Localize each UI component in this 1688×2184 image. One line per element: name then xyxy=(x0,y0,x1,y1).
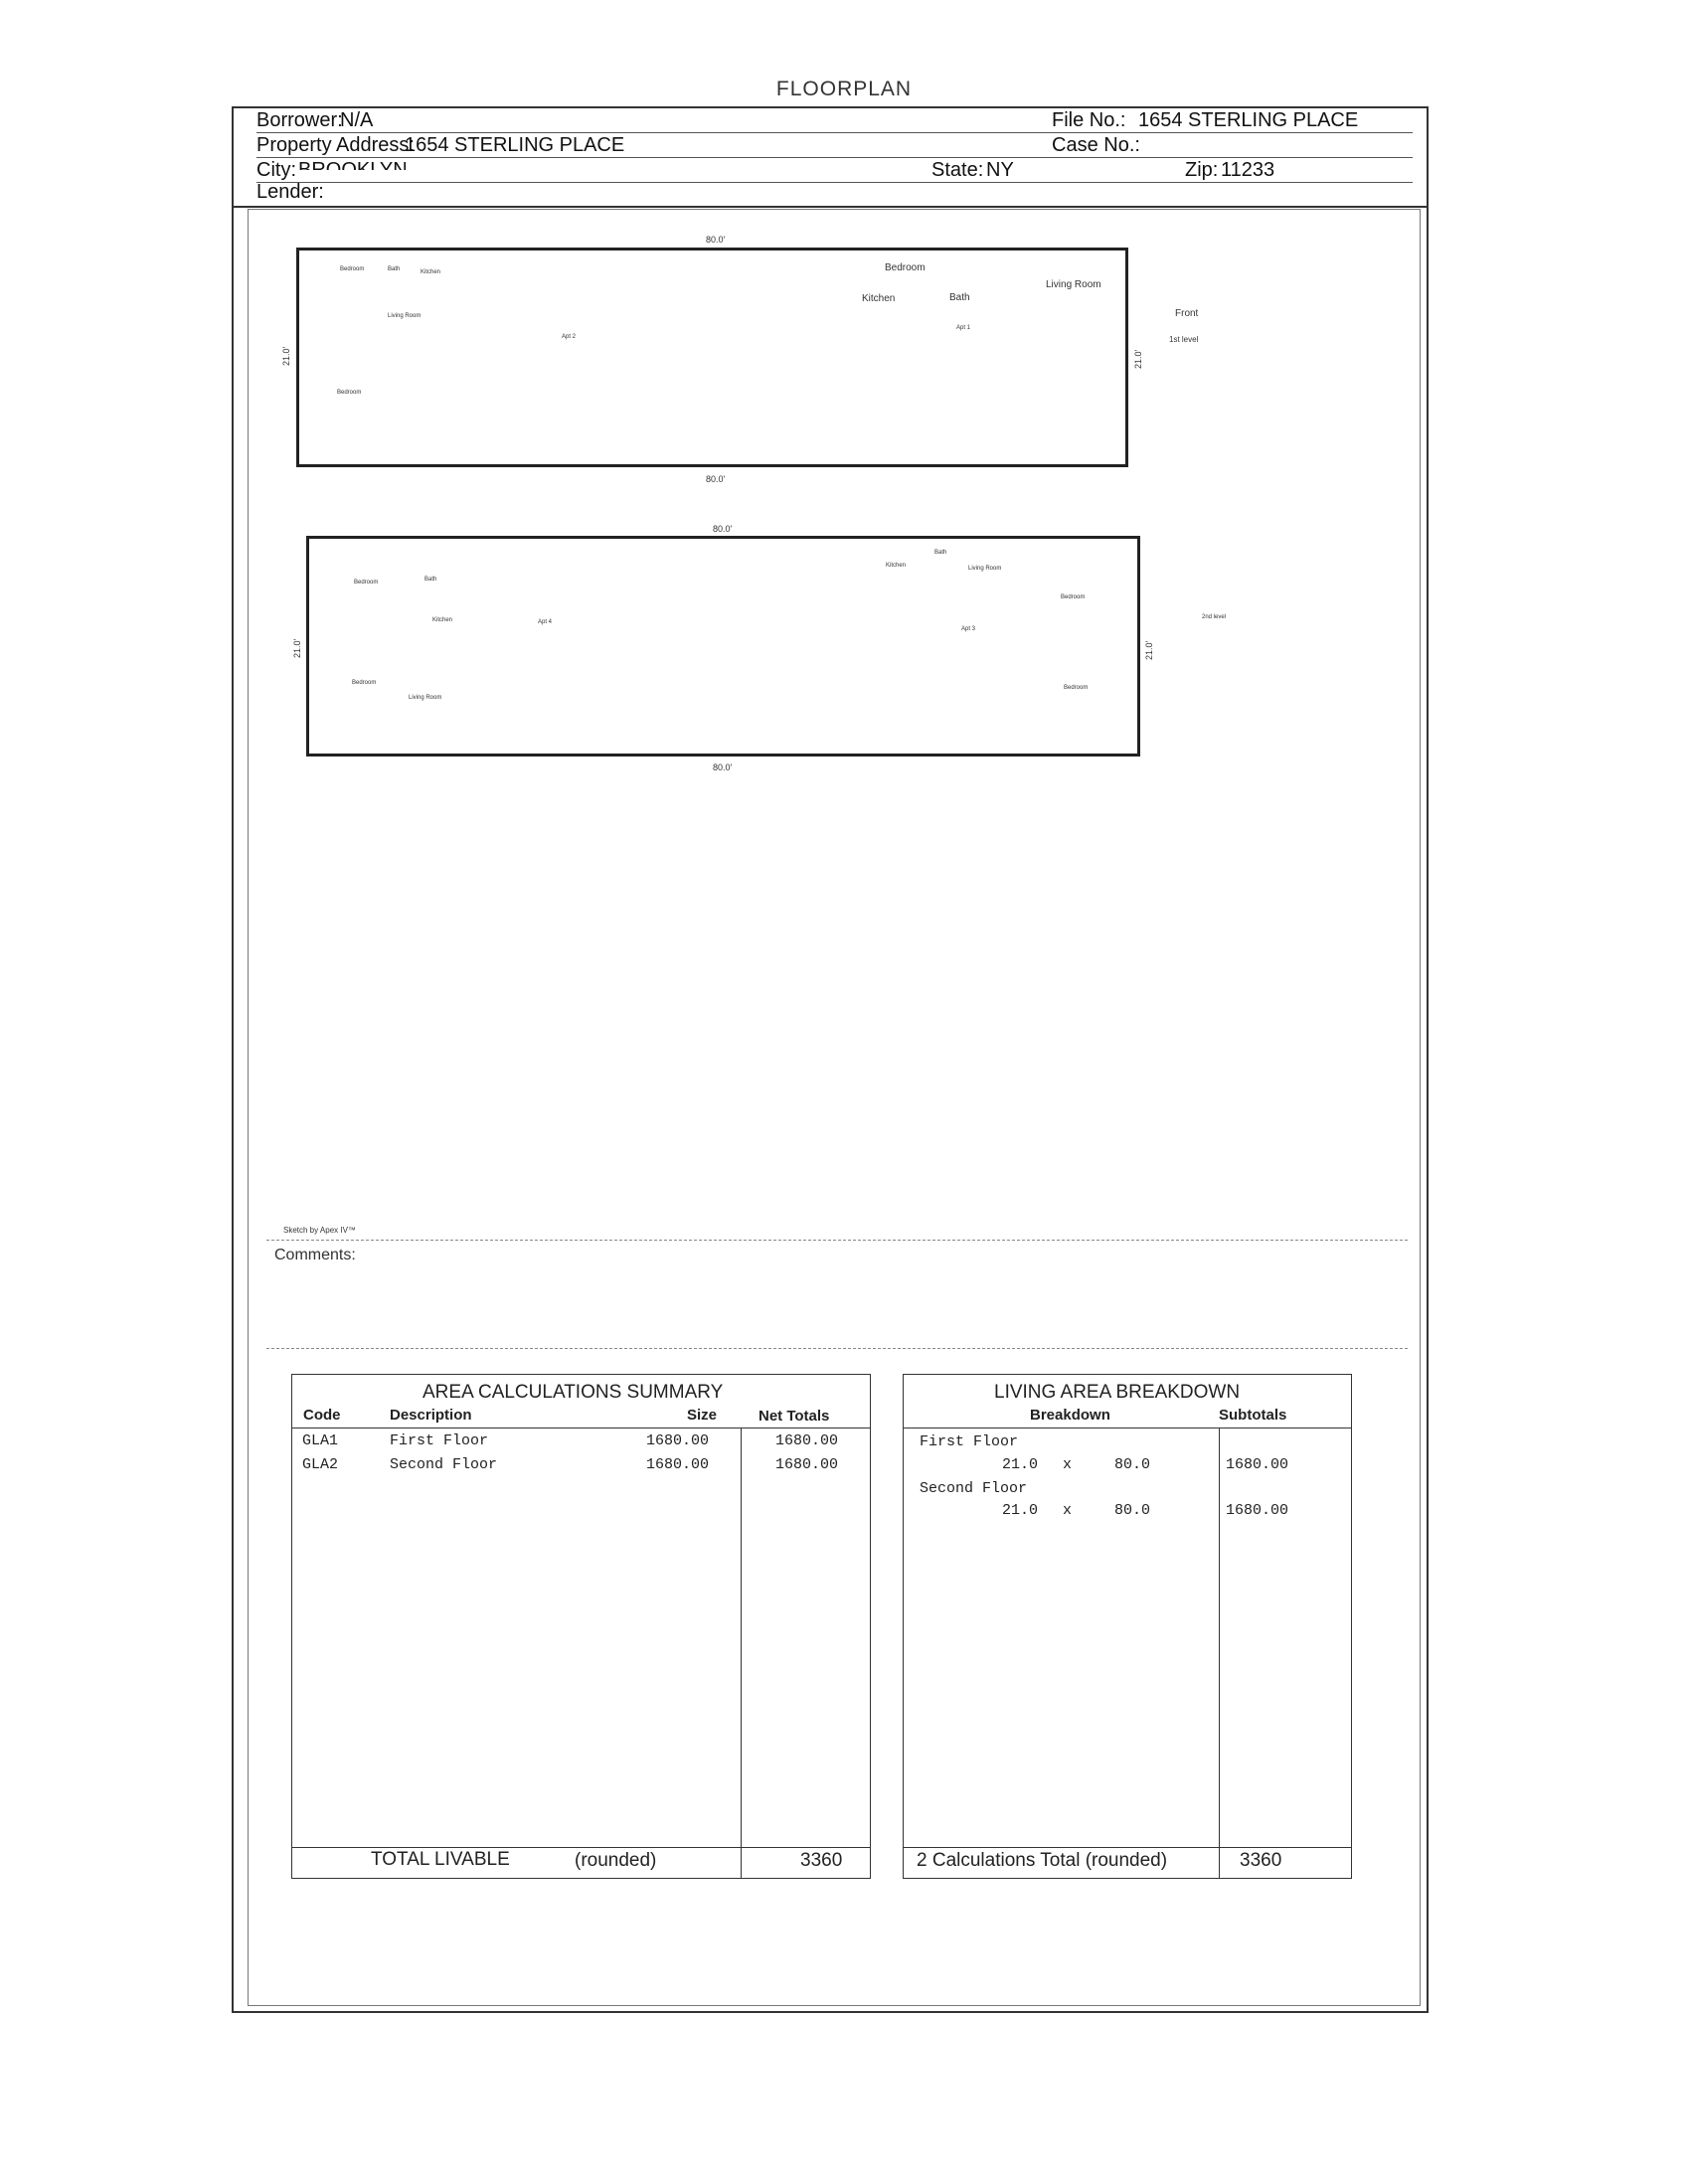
row-size: 1680.00 xyxy=(646,1432,710,1449)
second-dim-right: 21.0' xyxy=(1144,640,1154,660)
section-name: Second Floor xyxy=(920,1480,1028,1497)
section-subtotal: 1680.00 xyxy=(1226,1502,1289,1519)
section-times: x xyxy=(1063,1456,1073,1473)
col-code: Code xyxy=(303,1407,341,1424)
row-code: GLA1 xyxy=(302,1432,339,1449)
row-description: Second Floor xyxy=(390,1456,498,1473)
room-label: Kitchen xyxy=(862,293,896,304)
room-label: Bedroom xyxy=(354,580,379,586)
second-dim-bottom: 80.0' xyxy=(713,762,733,772)
page-title: FLOORPLAN xyxy=(775,78,913,100)
case-no-label: Case No.: xyxy=(1052,134,1140,156)
file-no-value: 1654 STERLING PLACE xyxy=(1138,109,1359,131)
apt-label: Apt 3 xyxy=(961,626,976,632)
city-label: City: xyxy=(256,159,296,181)
room-label: Kitchen xyxy=(421,269,441,275)
room-label: Living Room xyxy=(388,313,422,319)
row-code: GLA2 xyxy=(302,1456,339,1473)
row-size: 1680.00 xyxy=(646,1456,710,1473)
total-livable-label: TOTAL LIVABLE xyxy=(371,1849,510,1870)
file-no-label: File No.: xyxy=(1052,109,1126,131)
header-rule-2 xyxy=(256,157,1413,158)
state-value: NY xyxy=(986,159,1014,181)
area-summary-footer-rule xyxy=(292,1847,870,1848)
first-dim-top: 80.0' xyxy=(706,235,726,245)
room-label: Bedroom xyxy=(352,680,377,686)
front-label: Front xyxy=(1175,308,1199,319)
section-dim-b: 80.0 xyxy=(1114,1502,1151,1519)
section-times: x xyxy=(1063,1502,1073,1519)
section-dim-b: 80.0 xyxy=(1114,1456,1151,1473)
zip-value: 11233 xyxy=(1221,159,1275,181)
room-label: Kitchen xyxy=(886,563,907,569)
total-livable-value: 3360 xyxy=(800,1850,843,1871)
state-label: State: xyxy=(931,159,984,181)
level-label: 2nd level xyxy=(1202,614,1227,620)
living-area-title: LIVING AREA BREAKDOWN xyxy=(994,1382,1241,1403)
row-net: 1680.00 xyxy=(775,1456,839,1473)
header-bottom-rule xyxy=(232,206,1429,208)
row-net: 1680.00 xyxy=(775,1432,839,1449)
room-label: Bedroom xyxy=(1064,685,1089,691)
borrower-label: Borrower: xyxy=(256,109,343,131)
room-label: Bath xyxy=(424,577,437,583)
lender-label: Lender: xyxy=(256,181,324,203)
level-label: 1st level xyxy=(1169,335,1199,344)
comments-bottom-rule xyxy=(266,1348,1408,1349)
room-label: Bath xyxy=(949,292,970,303)
property-address-label: Property Address: xyxy=(256,134,415,156)
first-dim-bottom: 80.0' xyxy=(706,474,726,484)
room-label: Bedroom xyxy=(337,390,362,396)
room-label: Living Room xyxy=(1046,279,1101,290)
header-rule-1 xyxy=(256,132,1413,133)
calculations-total-label: 2 Calculations Total (rounded) xyxy=(917,1850,1168,1871)
section-subtotal: 1680.00 xyxy=(1226,1456,1289,1473)
area-summary-title: AREA CALCULATIONS SUMMARY xyxy=(422,1382,724,1403)
room-label: Living Room xyxy=(409,695,442,701)
col-breakdown: Breakdown xyxy=(1030,1407,1110,1424)
zip-label: Zip: xyxy=(1185,159,1219,181)
col-net-totals: Net Totals xyxy=(759,1408,830,1425)
borrower-value: N/A xyxy=(340,109,374,131)
col-subtotals: Subtotals xyxy=(1219,1407,1287,1424)
room-label: Kitchen xyxy=(432,617,453,623)
comments-top-rule xyxy=(266,1240,1408,1241)
apt-label: Apt 2 xyxy=(562,334,577,340)
header-rule-3 xyxy=(256,182,1413,183)
col-size: Size xyxy=(687,1407,718,1424)
room-label: Bedroom xyxy=(885,262,926,273)
area-summary-divider xyxy=(741,1428,742,1878)
calculations-total-value: 3360 xyxy=(1240,1850,1282,1871)
total-rounded-label: (rounded) xyxy=(575,1850,657,1871)
second-dim-left: 21.0' xyxy=(292,638,302,658)
section-name: First Floor xyxy=(920,1433,1019,1450)
first-dim-left: 21.0' xyxy=(281,346,291,366)
area-summary-box xyxy=(291,1374,871,1879)
first-dim-right: 21.0' xyxy=(1133,349,1143,369)
property-address-value: 1654 STERLING PLACE xyxy=(405,134,625,156)
living-area-divider xyxy=(1219,1428,1220,1878)
room-label: Bedroom xyxy=(1061,594,1086,600)
first-level-plan xyxy=(296,248,1128,467)
section-dim-a: 21.0 xyxy=(1002,1456,1039,1473)
row-description: First Floor xyxy=(390,1432,489,1449)
living-area-footer-rule xyxy=(904,1847,1351,1848)
section-dim-a: 21.0 xyxy=(1002,1502,1039,1519)
room-label: Bedroom xyxy=(340,266,365,272)
room-label: Living Room xyxy=(968,566,1002,572)
apt-label: Apt 1 xyxy=(956,325,971,331)
col-description: Description xyxy=(390,1407,472,1424)
room-label: Bath xyxy=(388,266,401,272)
second-level-plan xyxy=(306,536,1140,756)
room-label: Bath xyxy=(934,550,947,556)
apt-label: Apt 4 xyxy=(538,619,553,625)
sketch-credit: Sketch by Apex IV™ xyxy=(283,1226,356,1235)
second-dim-top: 80.0' xyxy=(713,524,733,534)
comments-label: Comments: xyxy=(274,1247,356,1263)
